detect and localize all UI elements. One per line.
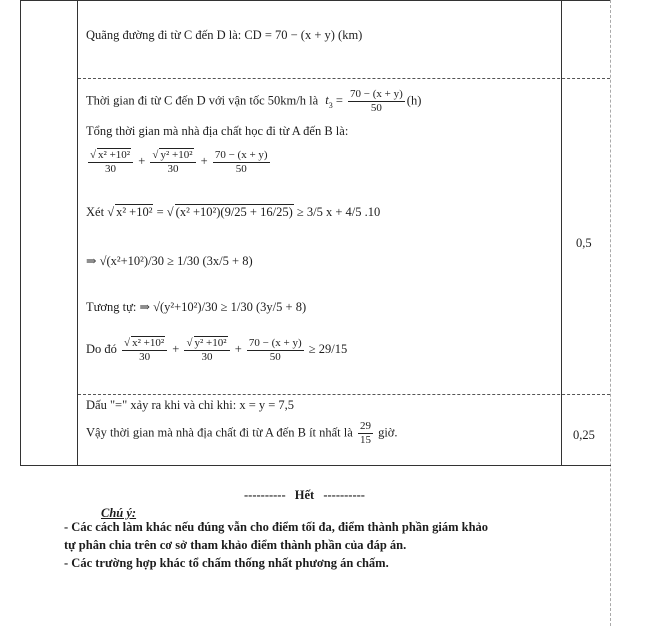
het-line: [244, 488, 365, 502]
term3-num: 70 − (x + y): [214, 148, 268, 161]
term3-den: 50: [235, 162, 247, 175]
conclusion-num: 29: [359, 420, 371, 432]
time-cd-line: Thời gian đi từ C đến D với vận tốc 50km/h là $t_3$ = $\frac{70 - (x + y)}{50}$ (h): [86, 88, 422, 114]
time-cd-den: 50: [370, 102, 382, 114]
do-do-line: Do đó √ $\frac{\text{x² +10²}}{30}$ + √ $\frac{\text{y² +10²}}{30}$ + $\frac{70 - (x + y)}{50}$ ≥ 29/15: [86, 336, 347, 364]
time-cd-var: t: [325, 93, 329, 108]
do-do-term1-den: 30: [139, 351, 151, 363]
conclusion-fraction: [358, 420, 373, 447]
implies-line: ⇒ √(x²+10²)/30 ≥ 1/30 (3x/5 + 8): [86, 254, 253, 268]
total-time-expression: √ $\frac{\text{x² +10²}}{30}$ + √ $\frac{\text{y² +10²}}{30}$ + $\frac{70 - (x + y)}{50}$: [86, 148, 272, 176]
do-do-label: Do đó: [86, 341, 117, 356]
note-2: - Các trường hợp khác tổ chấm thống nhất phương án chấm.: [64, 556, 389, 570]
conclusion-prefix: Vậy thời gian mà nhà địa chất đi từ A đến B ít nhất là: [86, 425, 353, 440]
term1-den: 30: [105, 163, 117, 175]
conclusion-den: 15: [359, 434, 371, 446]
total-time-label: Tổng thời gian mà nhà địa chất học đi từ A đến B là:: [86, 124, 349, 138]
term2-den: 30: [167, 163, 179, 175]
table-right-border: [610, 0, 612, 626]
do-do-term3: [247, 337, 304, 364]
chu-y-label: Chú ý:: [101, 506, 137, 520]
do-do-term2: [184, 336, 229, 364]
term2-num: y² +10²: [160, 149, 193, 161]
time-cd-sub: 3: [328, 100, 333, 110]
table-col1-border: [77, 0, 78, 465]
term1-fraction: [88, 148, 133, 176]
time-cd-num: 70 − (x + y): [350, 88, 403, 100]
xet-mid: (x² +10²)(9/25 + 16/25): [175, 205, 293, 219]
conclusion-line: [86, 420, 398, 447]
tuong-tu-expr: ⇒ √(y²+10²)/30 ≥ 1/30 (3y/5 + 8): [139, 300, 307, 314]
table-top-border: [20, 0, 610, 1]
do-do-term1-num: x² +10²: [132, 337, 165, 349]
do-do-term2-den: 30: [201, 351, 213, 363]
row-divider-1: [78, 78, 610, 79]
table-bottom-border: [20, 465, 611, 466]
xet-line: Xét √ x² +10² = √ (x² +10²)(9/25 + 16/25) ≥ 3/5 x + 4/5 .10: [86, 204, 380, 219]
conclusion-suffix: giờ.: [378, 425, 398, 440]
do-do-term3-num: 70 − (x + y): [248, 336, 302, 349]
score-middle: 0,5: [576, 236, 592, 250]
note-1b: tự phân chia trên cơ sở tham khảo điểm thành phần của đáp án.: [64, 538, 407, 552]
do-do-result: ≥ 29/15: [308, 341, 348, 356]
row-divider-2: [78, 394, 610, 395]
term2-fraction: [150, 148, 195, 176]
do-do-term1: [122, 336, 167, 364]
table-left-border: [20, 0, 21, 465]
term3-fraction: [213, 149, 270, 176]
term1-num: x² +10²: [98, 149, 131, 161]
time-cd-prefix: Thời gian đi từ C đến D với vận tốc 50km/h là: [86, 93, 319, 108]
time-cd-unit: (h): [406, 93, 422, 108]
score-last: 0,25: [573, 428, 595, 442]
time-cd-fraction: [348, 88, 405, 115]
tuong-tu-line: [86, 300, 306, 314]
het-dashes-left: ----------: [244, 488, 286, 502]
do-do-term2-num: y² +10²: [194, 337, 227, 349]
do-do-term3-den: 50: [269, 350, 281, 363]
xet-rhs: ≥ 3/5 x + 4/5 .10: [296, 205, 381, 219]
het-dashes-right: ----------: [323, 488, 365, 502]
equality-text: Dấu "=" xảy ra khi và chỉ khi: x = y = 7,5: [86, 398, 295, 412]
note-1a: - Các cách làm khác nếu đúng vẫn cho điểm tối đa, điểm thành phần giám khảo: [64, 520, 489, 534]
het-label: Hết: [294, 488, 315, 502]
xet-label: Xét: [86, 205, 105, 219]
table-col2-border: [561, 0, 562, 465]
cd-distance-text: Quãng đường đi từ C đến D là: CD = 70 − (x + y) (km): [86, 28, 363, 42]
tuong-tu-label: Tương tự:: [86, 300, 137, 314]
xet-lhs: x² +10²: [116, 205, 153, 219]
